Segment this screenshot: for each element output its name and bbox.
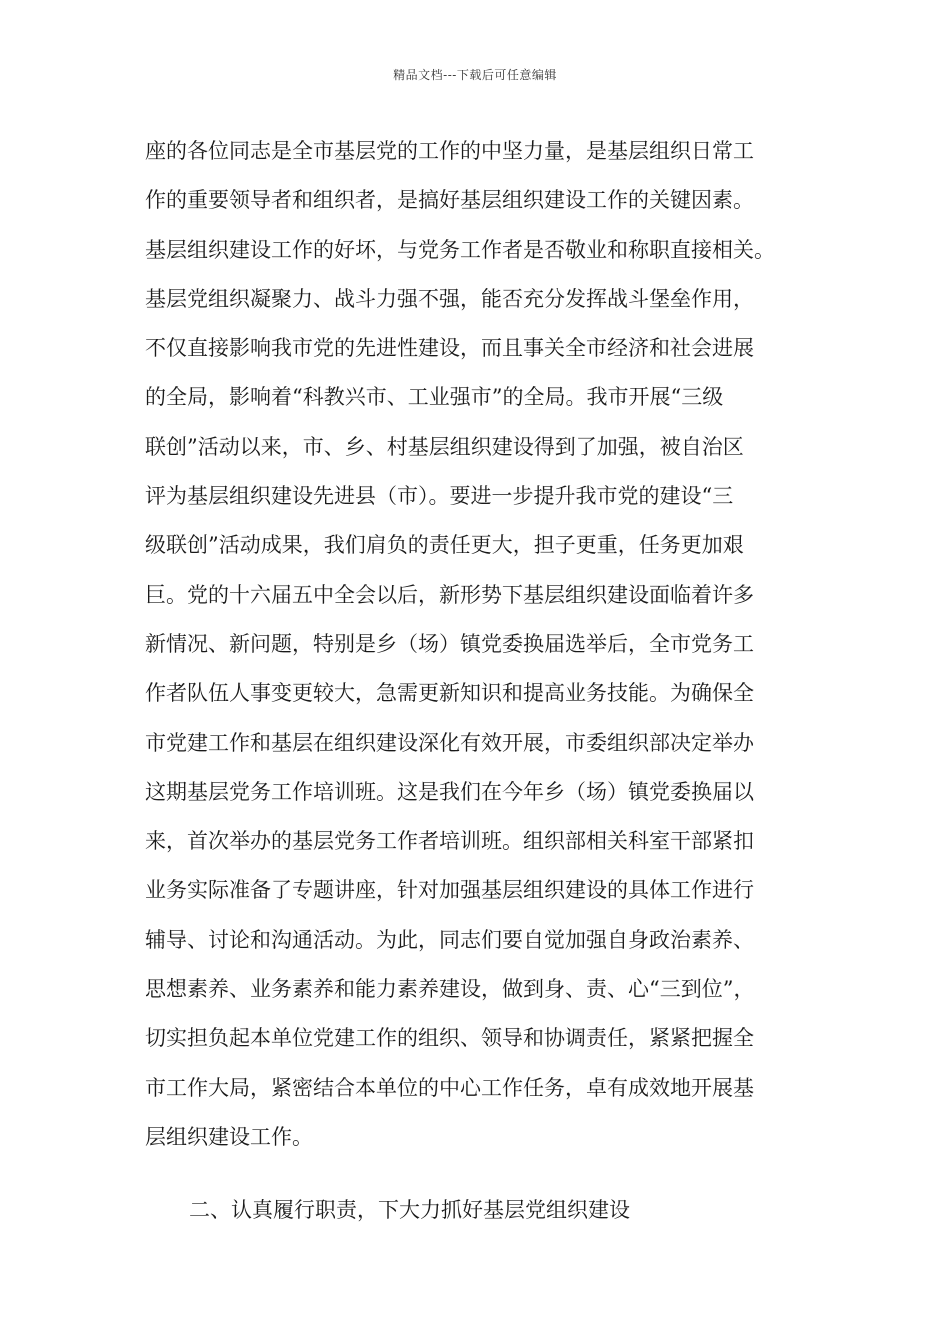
body-line: 基层组织建设工作的好坏，与党务工作者是否敬业和称职直接相关。 — [145, 237, 775, 262]
body-line: 这期基层党务工作培训班。这是我们在今年乡（场）镇党委换届以 — [145, 779, 754, 804]
body-line: 级联创”活动成果，我们肩负的责任更大，担子更重，任务更加艰 — [145, 533, 744, 558]
document-body — [145, 127, 835, 1236]
body-line: 辅导、讨论和沟通活动。为此，同志们要自觉加强自身政治素养、 — [145, 927, 754, 952]
body-line: 座的各位同志是全市基层党的工作的中坚力量，是基层组织日常工 — [145, 139, 754, 163]
body-line: 作者队伍人事变更较大，急需更新知识和提高业务技能。为确保全 — [145, 681, 754, 706]
body-line: 联创”活动以来，市、乡、村基层组织建设得到了加强，被自治区 — [145, 434, 744, 459]
body-line: 思想素养、业务素养和能力素养建设，做到身、责、心“三到位”， — [145, 977, 755, 1002]
body-line: 评为基层组织建设先进县（市）。要进一步提升我市党的建设“三 — [145, 484, 734, 509]
body-line: 的全局，影响着“科教兴市、工业强市”的全局。我市开展“三级 — [145, 385, 724, 410]
body-line: 来，首次举办的基层党务工作者培训班。组织部相关科室干部紧扣 — [145, 829, 754, 854]
body-line: 切实担负起本单位党建工作的组织、领导和协调责任，紧紧把握全 — [145, 1026, 754, 1051]
body-line: 基层党组织凝聚力、战斗力强不强，能否充分发挥战斗堡垒作用， — [145, 286, 754, 311]
body-line: 层组织建设工作。 — [145, 1124, 313, 1149]
body-line: 作的重要领导者和组织者，是搞好基层组织建设工作的关键因素。 — [145, 188, 754, 213]
body-line: 业务实际准备了专题讲座，针对加强基层组织建设的具体工作进行 — [145, 878, 754, 903]
body-line: 巨。党的十六届五中全会以后，新形势下基层组织建设面临着许多 — [145, 582, 754, 607]
document-header: 精品文档---下载后可任意编辑 — [393, 68, 557, 82]
body-line: 新情况、新问题，特别是乡（场）镇党委换届选举后，全市党务工 — [145, 631, 754, 656]
section-heading: 二、认真履行职责，下大力抓好基层党组织建设 — [189, 1198, 630, 1223]
body-line: 市工作大局，紧密结合本单位的中心工作任务，卓有成效地开展基 — [145, 1075, 754, 1100]
body-line: 不仅直接影响我市党的先进性建设，而且事关全市经济和社会进展 — [145, 336, 754, 361]
body-line: 市党建工作和基层在组织建设深化有效开展，市委组织部决定举办 — [145, 730, 754, 755]
